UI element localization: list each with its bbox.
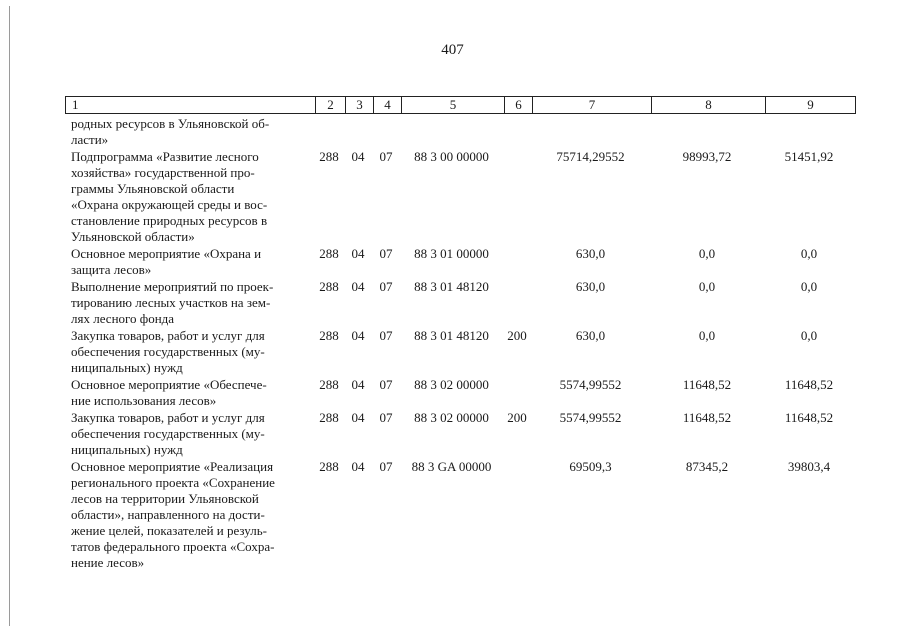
header-col-7: 7 [532,97,651,113]
description-line: граммы Ульяновской области [71,181,235,196]
table-body [65,116,854,572]
description-line: защита лесов» [71,262,152,277]
code-subsection: 07 [379,149,393,164]
header-col-6: 6 [504,97,532,113]
code-target-article: 88 3 GA 00000 [411,459,492,474]
code-subsection: 07 [379,246,393,261]
code-expense-type [503,116,531,148]
table-row [65,410,854,458]
amount-col-7: 630,0 [575,246,606,261]
code-subsection: 07 [379,279,393,294]
description-line: обеспечения государственных (му- [71,426,265,441]
description-line: лесов на территории Ульяновской [71,491,259,506]
amount-col-7: 69509,3 [569,459,612,474]
amount-col-7: 5574,99552 [559,410,622,425]
code-admin: 288 [319,279,339,294]
description-line: Основное мероприятие «Охрана и [71,246,262,261]
description-line: «Охрана окружающей среды и вос- [71,197,268,212]
amount-col-8: 98993,72 [682,149,732,164]
header-col-3: 3 [345,97,373,113]
amount-col-9: 0,0 [800,246,818,261]
amount-col-9: 0,0 [800,328,818,343]
header-col-9: 9 [765,97,855,113]
description-line: татов федерального проекта «Сохра- [71,539,275,554]
amount-col-9 [764,116,854,148]
code-section: 04 [351,377,365,392]
code-subsection [372,116,400,148]
code-expense-type [503,377,531,409]
code-section [344,116,372,148]
header-col-4: 4 [373,97,401,113]
header-col-2: 2 [315,97,345,113]
code-subsection: 07 [379,410,393,425]
description-line: Основное мероприятие «Обеспече- [71,377,267,392]
description-line: Закупка товаров, работ и услуг для [71,410,265,425]
amount-col-7: 75714,29552 [556,149,625,164]
code-target-article: 88 3 02 00000 [414,410,489,425]
header-col-1: 1 [72,97,79,112]
row-description [65,410,314,458]
code-subsection: 07 [379,328,393,343]
code-admin: 288 [319,410,339,425]
code-section: 04 [351,459,365,474]
description-line: хозяйства» государственной про- [71,165,255,180]
header-col-5: 5 [401,97,504,113]
amount-col-8: 11648,52 [682,410,732,425]
description-line: области», направленного на дости- [71,507,265,522]
amount-col-8: 87345,2 [685,459,729,474]
table-row [65,116,854,148]
table-row [65,459,854,571]
row-description [65,116,314,148]
description-line: Закупка товаров, работ и услуг для [71,328,265,343]
table-row [65,246,854,278]
amount-col-9: 39803,4 [787,459,831,474]
description-line: обеспечения государственных (му- [71,344,265,359]
description-line: Ульяновской области» [71,229,195,244]
amount-col-8: 0,0 [698,328,716,343]
description-line: лях лесного фонда [71,311,175,326]
code-admin: 288 [319,149,339,164]
description-line: становление природных ресурсов в [71,213,268,228]
code-admin: 288 [319,459,339,474]
amount-col-8: 0,0 [698,279,716,294]
description-line: родных ресурсов в Ульяновской об- [71,116,270,131]
code-target-article: 88 3 01 48120 [414,279,489,294]
amount-col-7 [531,116,650,148]
page-number: 407 [441,42,464,58]
description-line: ниципальных) нужд [71,360,183,375]
code-admin: 288 [319,377,339,392]
row-description [65,459,314,571]
code-section: 04 [351,279,365,294]
table-row [65,279,854,327]
code-section: 04 [351,149,365,164]
amount-col-7: 630,0 [575,328,606,343]
amount-col-7: 630,0 [575,279,606,294]
description-line: жение целей, показателей и резуль- [71,523,267,538]
code-target-article: 88 3 02 00000 [414,377,489,392]
table-row [65,328,854,376]
row-description [65,328,314,376]
code-admin [314,116,344,148]
code-target-article: 88 3 01 48120 [414,328,489,343]
code-expense-type [503,246,531,278]
row-description [65,377,314,409]
amount-col-8: 11648,52 [682,377,732,392]
code-expense-type: 200 [507,410,527,425]
description-line: регионального проекта «Сохранение [71,475,275,490]
code-expense-type [503,279,531,327]
table-header [65,96,856,114]
code-section: 04 [351,246,365,261]
code-expense-type [503,149,531,245]
row-description [65,246,314,278]
amount-col-9: 51451,92 [784,149,834,164]
table-row [65,149,854,245]
code-section: 04 [351,410,365,425]
code-expense-type: 200 [507,328,527,343]
code-target-article: 88 3 00 00000 [414,149,489,164]
code-target-article [400,116,503,148]
description-line: Подпрограмма «Развитие лесного [71,149,259,164]
row-description [65,149,314,245]
description-line: Основное мероприятие «Реализация [71,459,274,474]
description-line: тированию лесных участков на зем- [71,295,271,310]
description-line: нение лесов» [71,555,145,570]
description-line: Выполнение мероприятий по проек- [71,279,274,294]
code-admin: 288 [319,328,339,343]
description-line: ниципальных) нужд [71,442,183,457]
row-description [65,279,314,327]
table-row [65,377,854,409]
amount-col-8 [650,116,764,148]
code-section: 04 [351,328,365,343]
code-expense-type [503,459,531,571]
code-target-article: 88 3 01 00000 [414,246,489,261]
code-subsection: 07 [379,459,393,474]
amount-col-8: 0,0 [698,246,716,261]
amount-col-9: 11648,52 [784,410,834,425]
description-line: ласти» [71,132,109,147]
amount-col-7: 5574,99552 [559,377,622,392]
description-line: ние использования лесов» [71,393,217,408]
amount-col-9: 0,0 [800,279,818,294]
margin-rule [9,6,10,626]
amount-col-9: 11648,52 [784,377,834,392]
code-admin: 288 [319,246,339,261]
header-col-8: 8 [651,97,765,113]
code-subsection: 07 [379,377,393,392]
